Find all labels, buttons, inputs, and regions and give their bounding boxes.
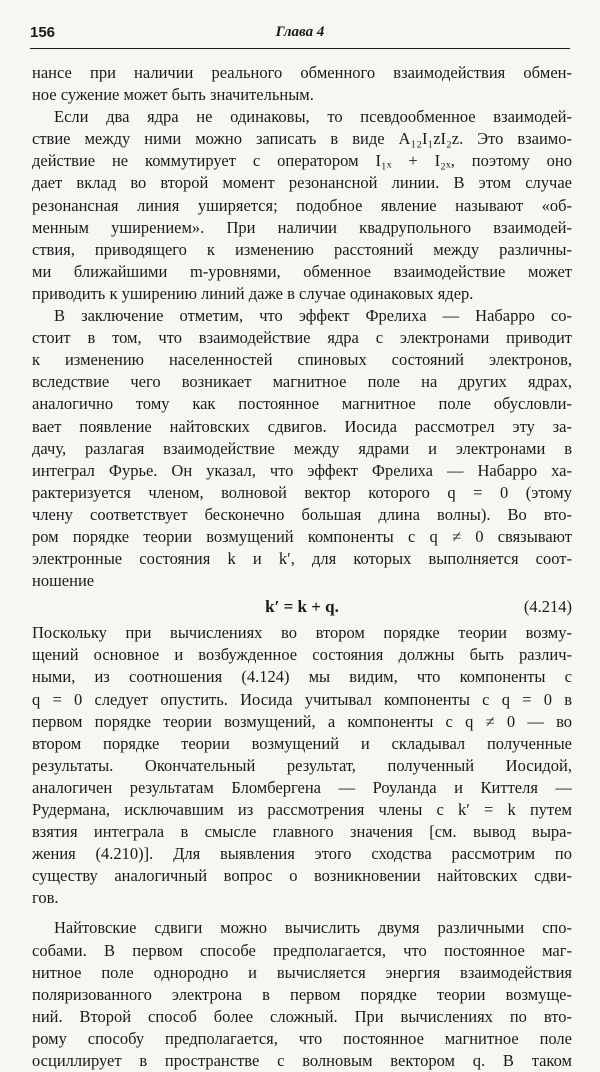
text-line: действие не коммутирует с оператором I₁ₓ + I₂ₓ, поэтому оно [32,151,572,171]
text-line: к изменению населенностей спиновых состояний электронов, [32,350,572,370]
text-line: рактеризуется членом, волновой вектор которого q = 0 (этому [32,482,572,502]
text-line: резонансная линия уширяется; подобное явление называют «об- [32,195,572,215]
text-line: ром порядке теории возмущений компоненты с q ≠ 0 связывают [32,526,572,546]
paragraph: Найтовские сдвиги можно вычислить двумя различными спо- [54,918,572,938]
paragraph: Если два ядра не одинаковы, то псевдообменное взаимодей- [54,107,572,127]
text-line: q = 0 следует опустить. Иосида учитывал компоненты с q = 0 в [32,689,572,709]
text-line: менным уширением». При наличии квадрупольного взаимодей- [32,217,572,237]
paragraph: Поскольку при вычислениях во втором порядке теории возму- [32,623,572,643]
text-line: щений основное и возбужденное состояния должны быть различ- [32,645,572,665]
text-line: приводить к уширению линий даже в случае одинаковых ядер. [32,283,474,303]
text-line: интеграл Фурье. Он указал, что эффект Фрелиха — Набарро ха- [32,460,572,480]
body-text [32,62,572,1072]
text-line: первом порядке теории возмущений, а компоненты с q ≠ 0 — во [32,711,572,731]
text-line: члену соответствует бесконечно большая длина волны). Во вто- [32,504,572,524]
text-line: собами. В первом способе предполагается, что постоянное маг- [32,940,572,960]
paragraph-end: ное сужение может быть значительным. [32,85,314,105]
text-line: Рудермана, исключавшим из рассмотрения члены с k′ = k путем [32,800,572,819]
text-line: осциллирует в пространстве с волновым вектором q. В таком [32,1051,572,1071]
text-line: результаты. Окончательный результат, полученный Иосидой, [32,755,572,775]
text-line: гов. [32,888,59,908]
equation-number: (4.214) [523,597,572,617]
text-line: ными, из соотношения (4.124) мы видим, что компоненты с [32,667,572,687]
paragraph: В заключение отметим, что эффект Фрелиха — Набарро со- [54,306,572,326]
equation-formula: k′ = k + q. [265,597,339,617]
text-line: нитное поле однородно и вычисляется энергия взаимодействия [32,962,572,982]
text-line: вследствие чего возникает магнитное поле на других ядрах, [32,372,572,392]
text-line: ношение [32,571,95,591]
text-line: дает вклад во второй момент резонансной линии. В этом случае [32,173,572,193]
text-line: дачу, разлагая взаимодействие между ядрами и электронами в [32,438,572,458]
running-header [30,22,570,49]
text-line: поляризованного электрона в первом порядке теории возмуще- [32,984,572,1004]
text-line: втором порядке теории возмущений и складывал полученные [32,733,572,753]
text-line: ний. Второй способ более сложный. При вычислениях по вто- [32,1006,572,1026]
text-line: существу аналогичный вопрос о возникновении найтовских сдви- [32,866,572,886]
text-line: рому способу предполагается, что постоянное магнитное поле [32,1028,572,1048]
page-number: 156 [30,24,56,41]
text-line: ми ближайшими m-уровнями, обменное взаимодействие может [32,261,572,281]
equation [32,592,572,622]
text-line: стоит в том, что взаимодействие ядра с электронами приводит [32,328,572,348]
text-line: аналогичен результатам Бломбергена — Роуланда и Киттеля — [32,777,572,797]
text-line: электронные состояния k и k′, для которых выполняется соот- [32,549,572,569]
text-line: взятия интеграла в смысле главного значения [см. вывод выра- [32,822,572,842]
text-line: ствие между ними можно записать в виде A₁₂I₁zI₂z. Это взаимо- [32,129,572,149]
text-line: вает появление найтовских сдвигов. Иосида рассмотрел эту за- [32,416,572,436]
text-line: ствия, приводящего к изменению расстояний между различны- [32,239,572,259]
chapter-title: Глава 4 [275,24,325,40]
text-line: жения (4.210)]. Для выявления этого сходства рассмотрим по [32,844,572,864]
paragraph: нансе при наличии реального обменного взаимодействия обмен- [32,63,572,82]
text-line: аналогично тому как постоянное магнитное поле обусловли- [32,394,572,414]
